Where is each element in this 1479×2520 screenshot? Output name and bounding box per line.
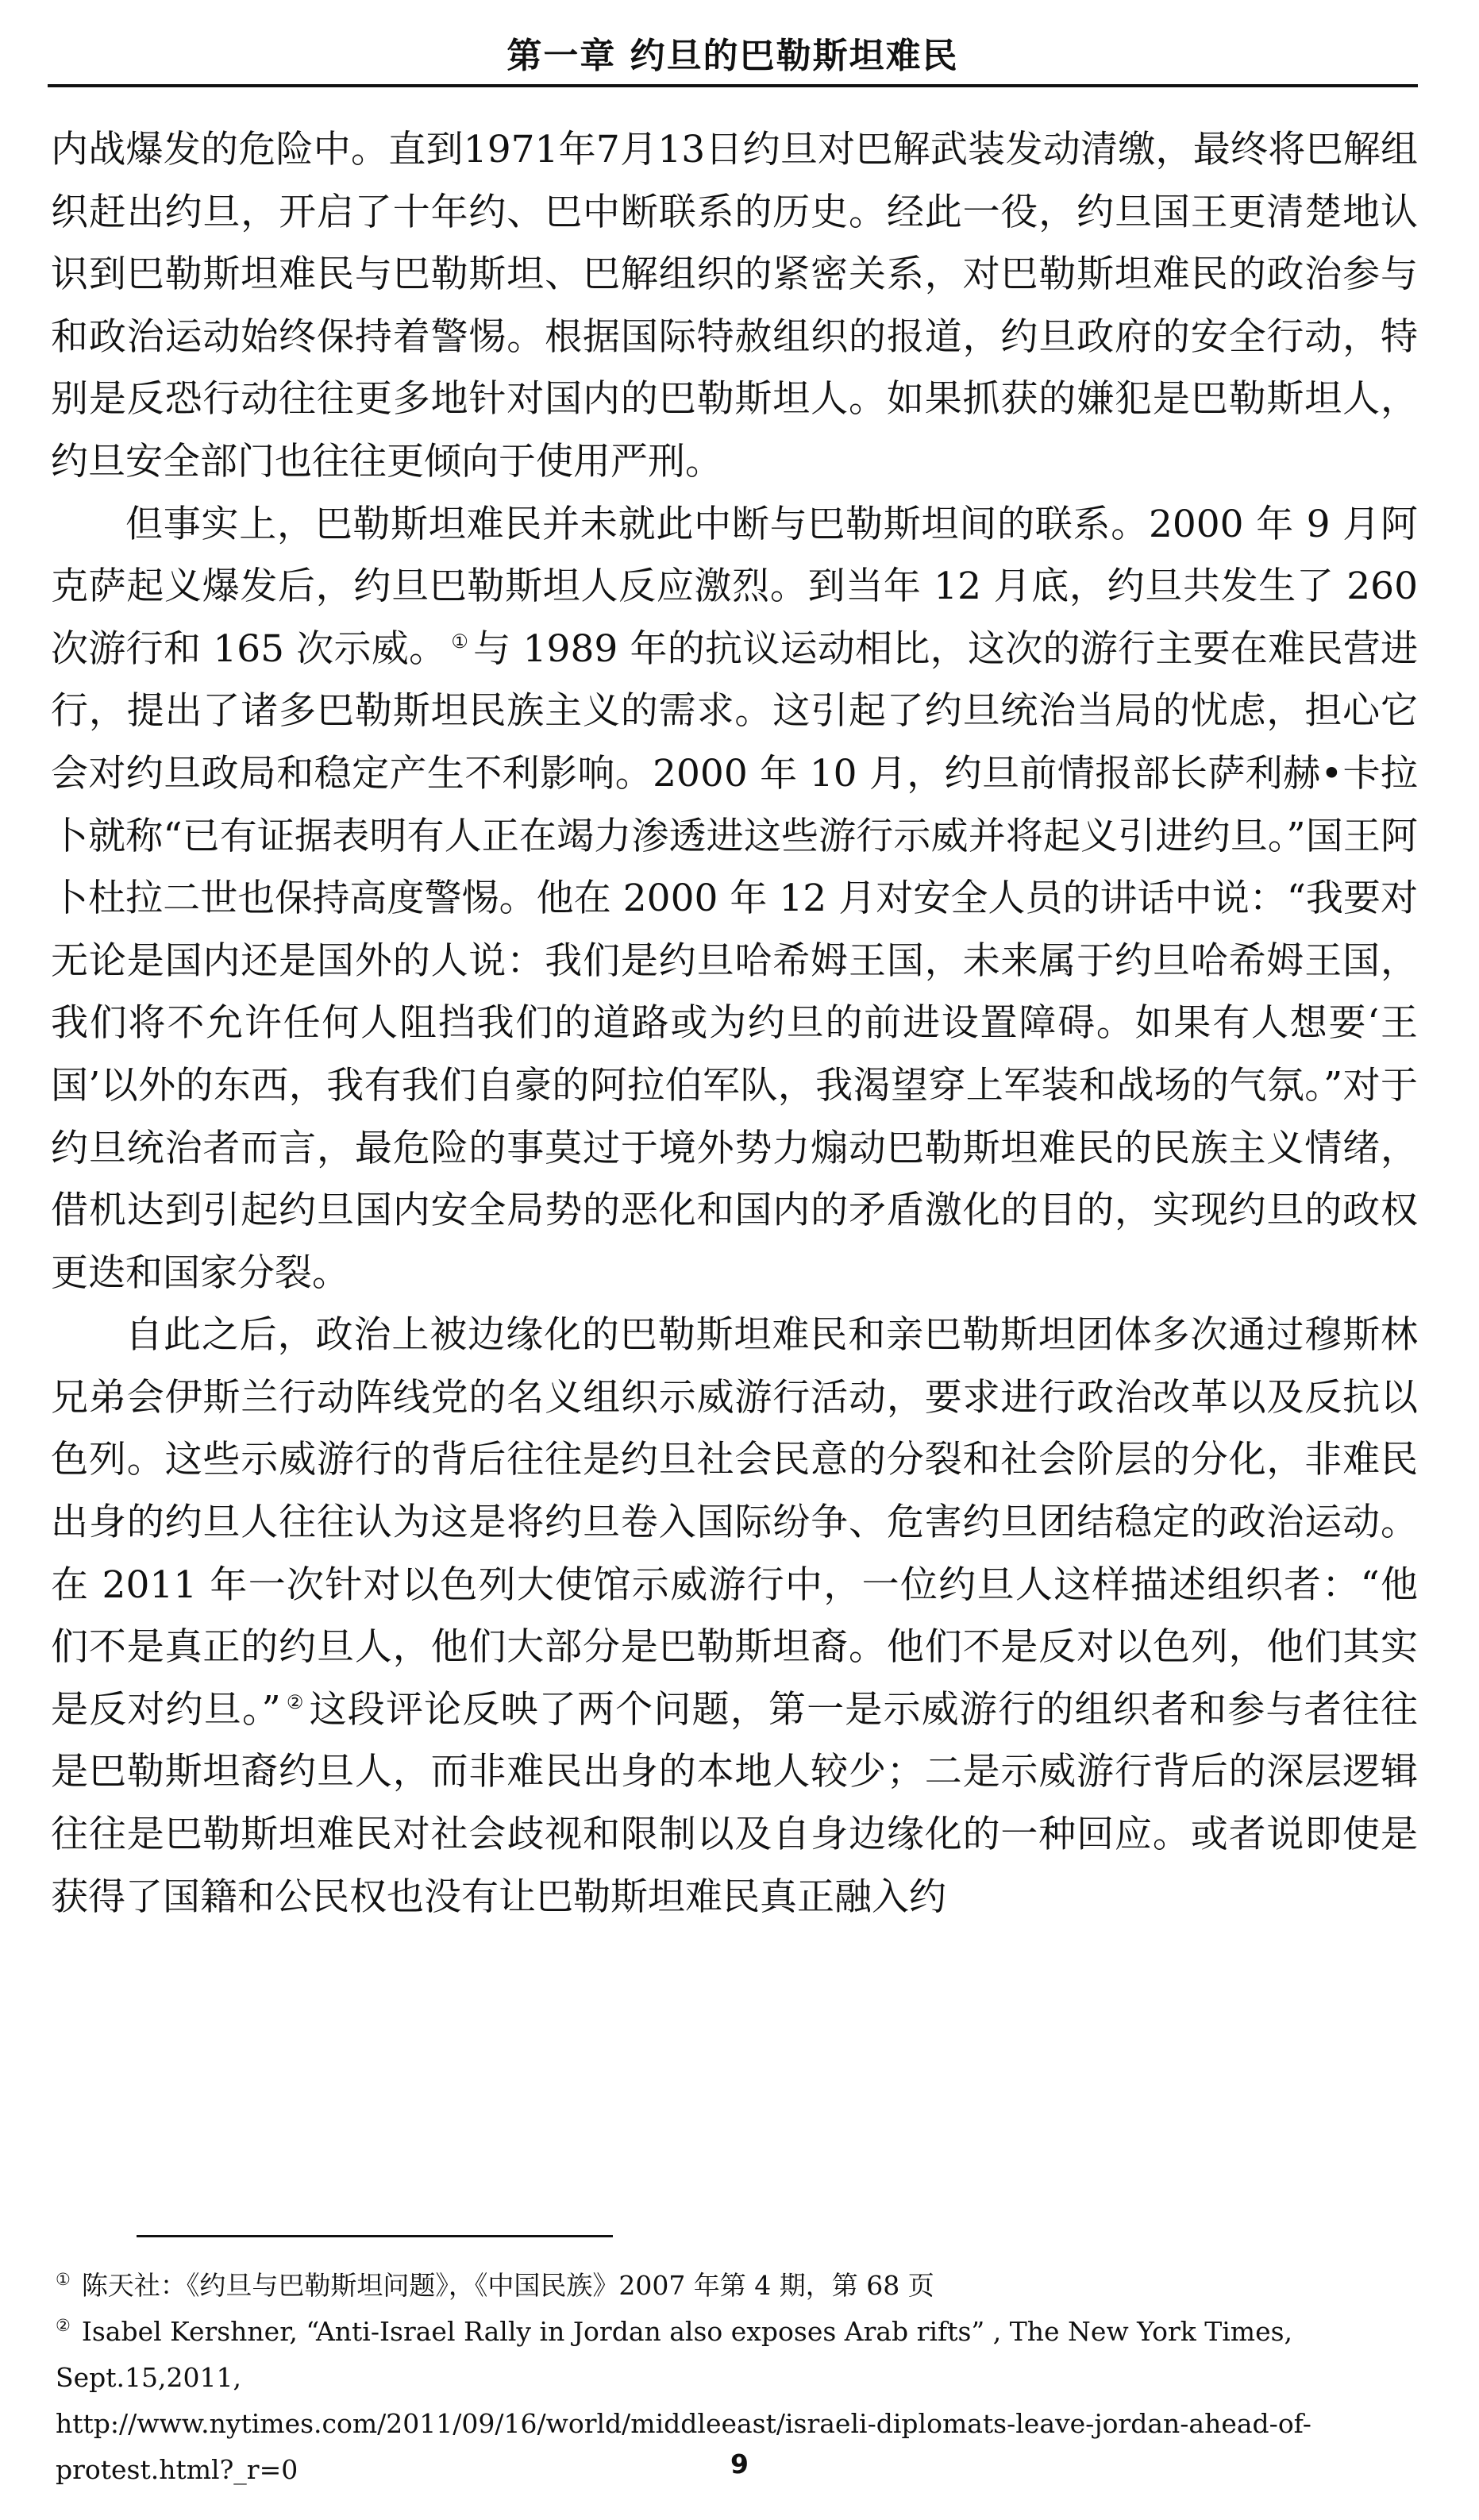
footnote-ref-1[interactable]: ① xyxy=(451,630,469,653)
footnote-2 xyxy=(56,2309,1418,2401)
header-rule xyxy=(48,84,1418,87)
footnote-ref-2[interactable]: ② xyxy=(285,1691,305,1714)
paragraph-2-part-2: 与 1989 年的抗议运动相比，这次的游行主要在难民营进行，提出了诸多巴勒斯坦民族主义的需求。这引起了约旦统治当局的忧虑，担心它会对约旦政局和稳定产生不利影响。2000 年 10 月，约旦前情报部长萨利赫•卡拉卜就称“已有证据表明有人正在竭力渗透进这些游行示威并将起义引进约旦。”国王阿卜杜拉二世也保持高度警惕。他在 2000 年 12 月对安全人员的讲话中说：“我要对无论是国内还是国外的人说：我们是约旦哈希姆王国，未来属于约旦哈希姆王国，我们将不允许任何人阻挡我们的道路或为约旦的前进设置障碍。如果有人想要‘王国’以外的东西，我有我们自豪的阿拉伯军队，我渴望穿上军装和战场的气氛。”对于约旦统治者而言，最危险的事莫过于境外势力煽动巴勒斯坦难民的民族主义情绪，借机达到引起约旦国内安全局势的恶化和国内的矛盾激化的目的，实现约旦的政权更迭和国家分裂。 xyxy=(51,626,1418,1295)
paragraph-2-part-1: 但事实上，巴勒斯坦难民并未就此中断与巴勒斯坦间的联系。2000 年 9 月阿克萨起义爆发后，约旦巴勒斯坦人反应激烈。到当年 12 月底，约旦共发生了 260 次游行和 165 次示威。 xyxy=(51,502,1418,671)
footnote-mark-1: ① xyxy=(56,2270,71,2289)
footnote-rule xyxy=(137,2235,613,2237)
page-number: 9 xyxy=(730,2449,749,2480)
footnote-2-url[interactable]: http://www.nytimes.com/2011/09/16/world/middleeast/israeli-diplomats-leave-jordan-ahead-of-protest.html?_r=0 xyxy=(56,2408,1311,2485)
paragraph-1: 内战爆发的危险中。直到1971年7月13日约旦对巴解武装发动清缴，最终将巴解组织赶出约旦，开启了十年约、巴中断联系的历史。经此一役，约旦国王更清楚地认识到巴勒斯坦难民与巴勒斯坦、巴解组织的紧密关系，对巴勒斯坦难民的政治参与和政治运动始终保持着警惕。根据国际特赦组织的报道，约旦政府的安全行动，特别是反恐行动往往更多地针对国内的巴勒斯坦人。如果抓获的嫌犯是巴勒斯坦人，约旦安全部门也往往更倾向于使用严刑。 xyxy=(51,128,1418,484)
footnote-1 xyxy=(56,2263,1418,2309)
paragraph-3-part-2: 这段评论反映了两个问题，第一是示威游行的组织者和参与者往往是巴勒斯坦裔约旦人，而非难民出身的本地人较少；二是示威游行背后的深层逻辑往往是巴勒斯坦难民对社会歧视和限制以及自身边缘化的一种回应。或者说即使是获得了国籍和公民权也没有让巴勒斯坦难民真正融入约 xyxy=(51,1687,1418,1919)
footnote-text-2: Isabel Kershner, “Anti-Israel Rally in Jordan also exposes Arab rifts” , The New York Times, Sept.15,2011, xyxy=(56,2316,1293,2393)
paragraph-2 xyxy=(51,494,1418,1305)
paragraph-3-part-1: 自此之后，政治上被边缘化的巴勒斯坦难民和亲巴勒斯坦团体多次通过穆斯林兄弟会伊斯兰行动阵线党的名义组织示威游行活动，要求进行政治改革以及反抗以色列。这些示威游行的背后往往是约旦社会民意的分裂和社会阶层的分化，非难民出身的约旦人往往认为这是将约旦卷入国际纷争、危害约旦团结稳定的政治运动。在 2011 年一次针对以色列大使馆示威游行中，一位约旦人这样描述组织者：“他们不是真正的约旦人，他们大部分是巴勒斯坦裔。他们不是反对以色列，他们其实是反对约旦。” xyxy=(51,1313,1418,1732)
footnote-text-1: 陈天社：《约旦与巴勒斯坦问题》，《中国民族》2007 年第 4 期，第 68 页 xyxy=(81,2270,934,2301)
running-header: 第一章 约旦的巴勒斯坦难民 xyxy=(506,36,959,76)
paragraph-3 xyxy=(51,1304,1418,1929)
footnote-mark-2: ② xyxy=(56,2316,71,2335)
body-text xyxy=(51,119,1418,1929)
